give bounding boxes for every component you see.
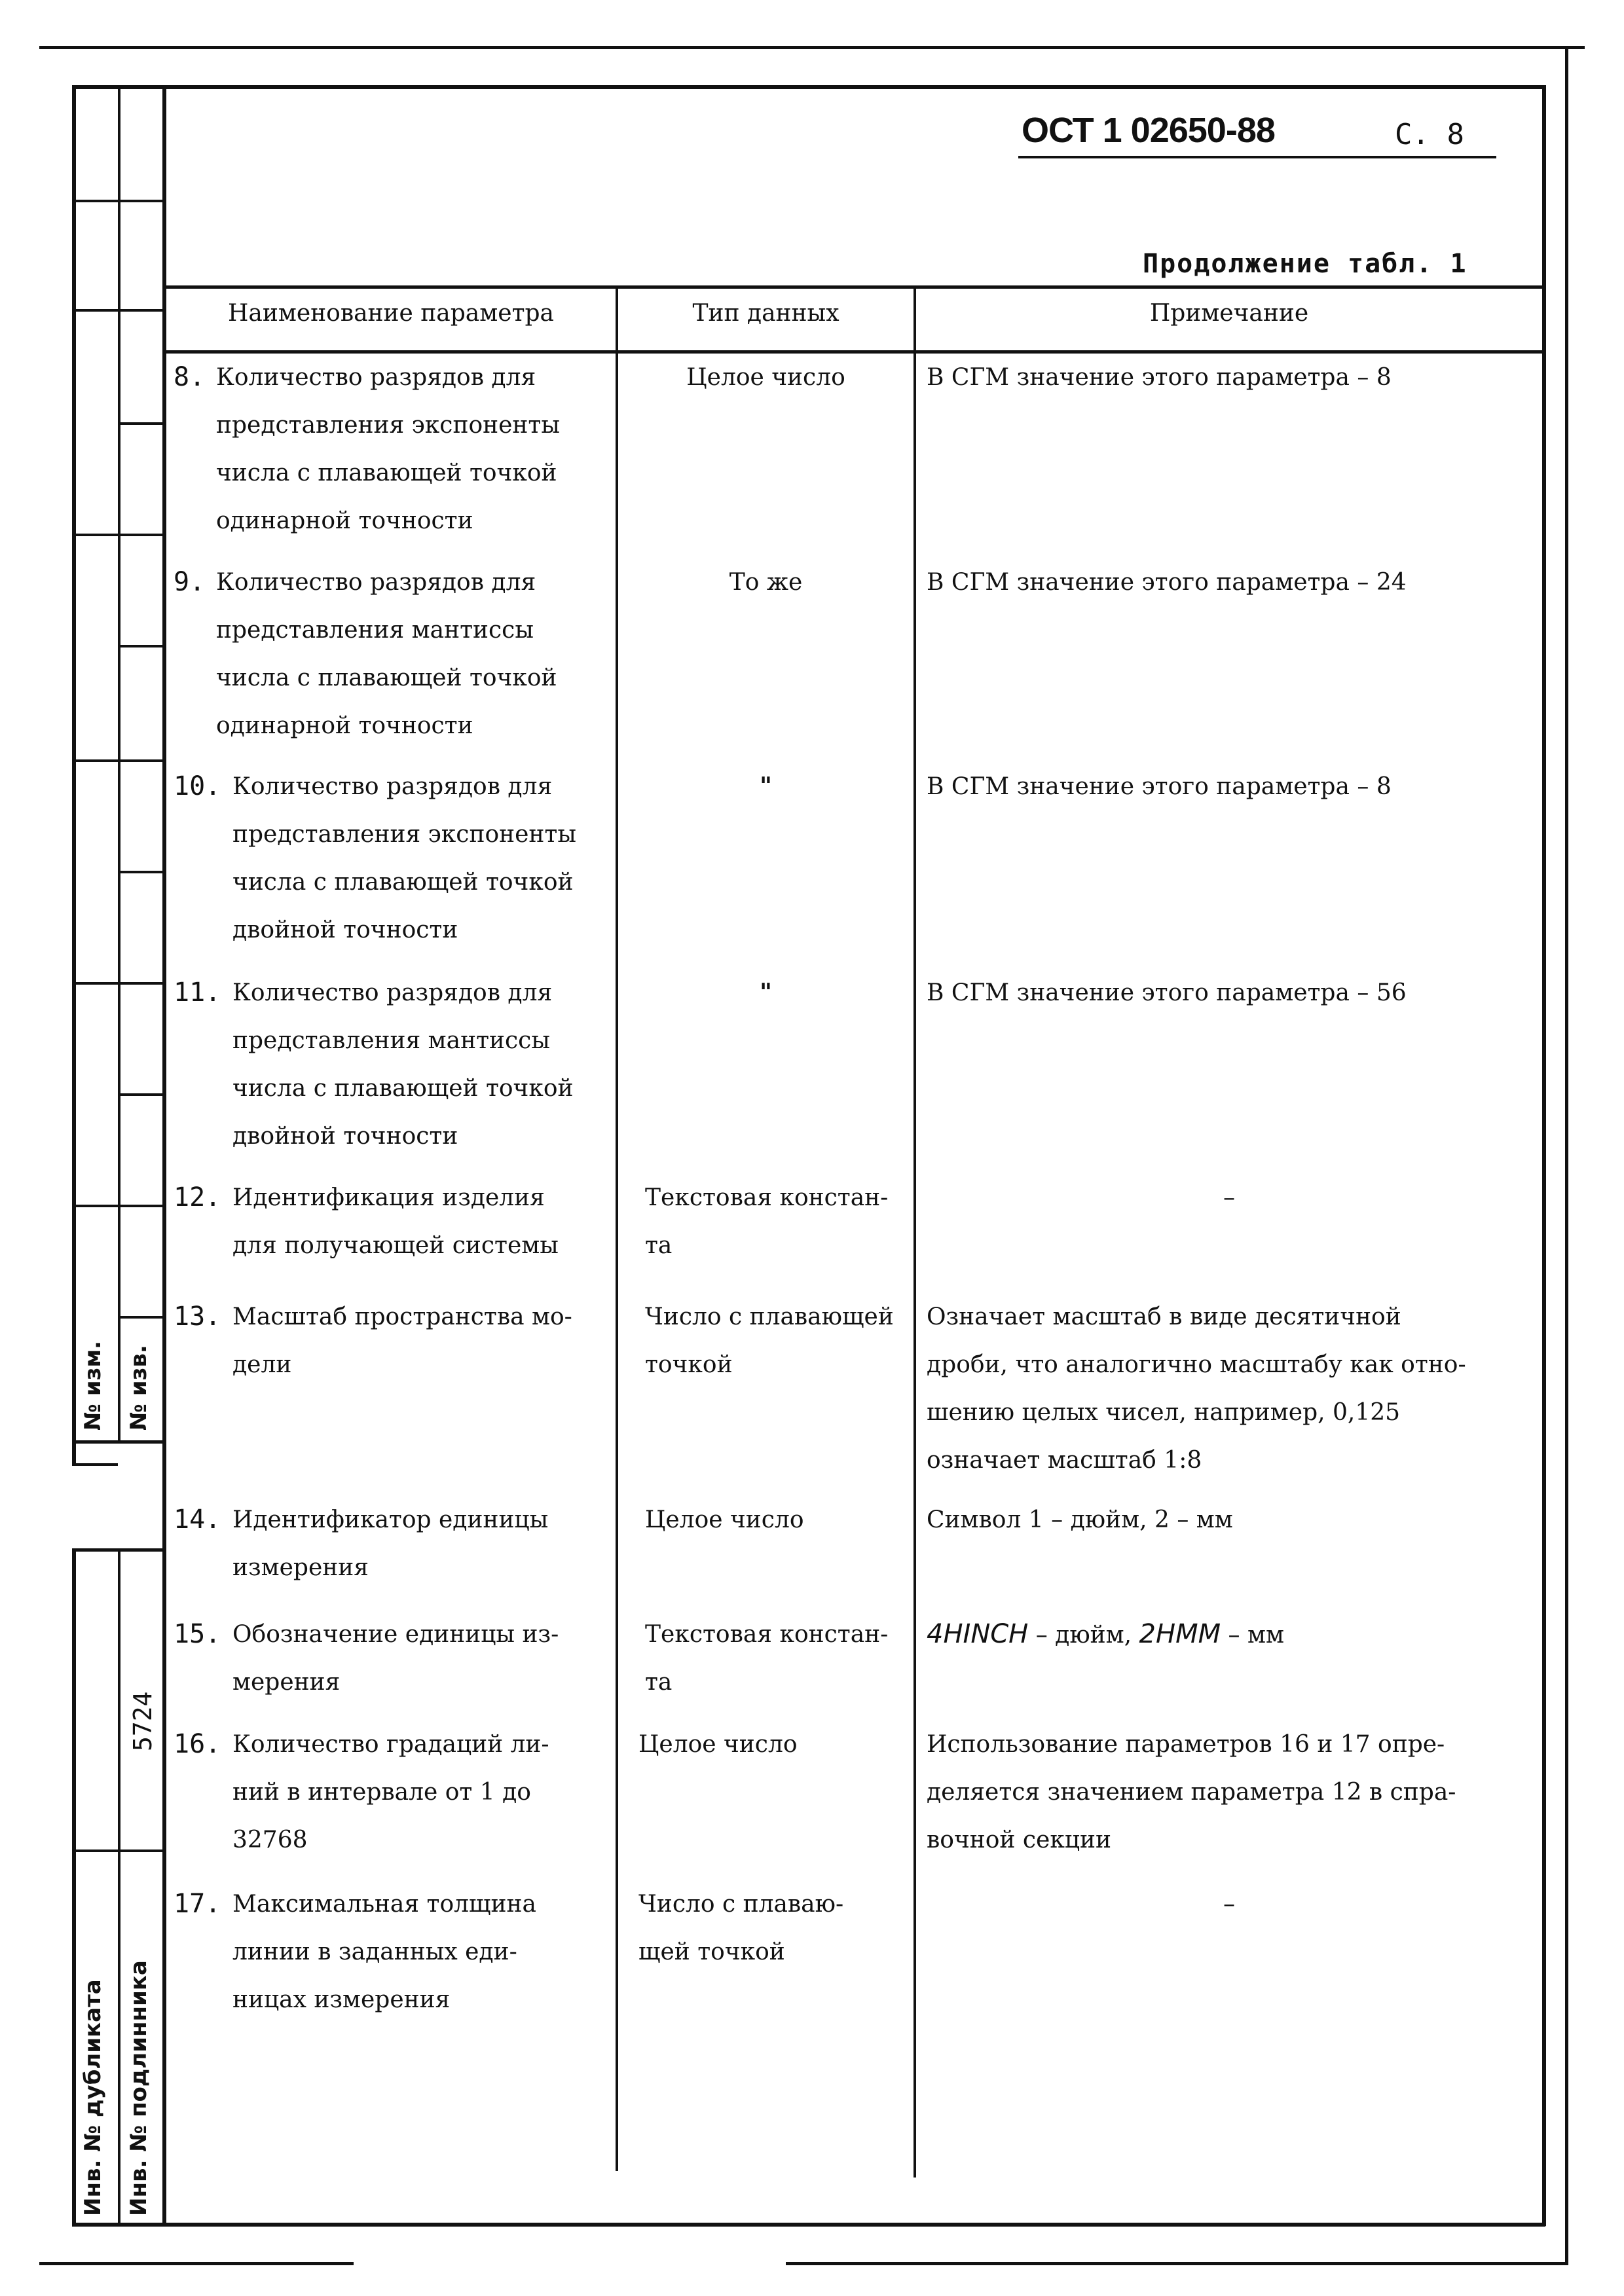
data-type: Целое число <box>638 1731 798 1758</box>
note: – <box>1223 1184 1235 1211</box>
note: В СГМ значение этого параметра – 56 <box>927 979 1407 1006</box>
note: Символ 1 – дюйм, 2 – мм <box>927 1506 1233 1533</box>
row-number: 11. <box>174 977 221 1008</box>
note-code-mm: 2HMM <box>1139 1619 1221 1649</box>
parameter-name: Идентификатор единицы измерения <box>232 1506 549 1581</box>
data-type: Текстовая констан- та <box>645 1621 889 1696</box>
column-header-note: Примечание <box>1149 300 1309 327</box>
note-text-inch: – дюйм, <box>1028 1622 1139 1649</box>
stamp-izm-label: № изм. <box>80 1340 106 1430</box>
data-type: " <box>760 979 772 1006</box>
parameter-name: Идентификация изделия для получающей системы <box>232 1184 559 1259</box>
parameter-name: Обозначение единицы из- мерения <box>232 1621 559 1696</box>
parameter-name: Масштаб пространства мо- дели <box>232 1303 572 1378</box>
row-number: 9. <box>174 567 206 597</box>
data-type: " <box>760 773 772 800</box>
row-number: 17. <box>174 1889 221 1919</box>
note: Означает масштаб в виде десятичной дроби, что аналогично масштабу как отно- шению целых чисел, например, 0,125 означает масштаб 1:8 <box>927 1303 1466 1474</box>
column-header-name: Наименование параметра <box>228 300 554 327</box>
row-number: 16. <box>174 1729 221 1759</box>
row-number: 12. <box>174 1182 221 1212</box>
note: – <box>1223 1891 1235 1918</box>
parameter-name: Максимальная толщина линии в заданных еди- ницах измерения <box>232 1891 536 2013</box>
data-type: То же <box>729 569 803 596</box>
data-type: Число с плавающей точкой <box>645 1303 894 1378</box>
note-code-inch: 4HINCH <box>927 1619 1029 1649</box>
row-number: 10. <box>174 771 221 801</box>
note: В СГМ значение этого параметра – 24 <box>927 569 1407 596</box>
parameter-name: Количество градаций ли- ний в интервале от 1 до 32768 <box>232 1731 549 1853</box>
row-number: 13. <box>174 1302 221 1332</box>
note <box>927 1611 1539 1659</box>
row-number: 14. <box>174 1504 221 1535</box>
note-text-mm: – мм <box>1221 1622 1284 1649</box>
stamp-izv-label: № изв. <box>126 1345 152 1430</box>
table-continuation-caption: Продолжение табл. 1 <box>1143 249 1467 279</box>
data-type: Число с плаваю- щей точкой <box>638 1891 844 1965</box>
document-code: ОСТ 1 02650-88 <box>1022 111 1275 150</box>
note: Использование параметров 16 и 17 опре- деляется значением параметра 12 в спра- вочной секции <box>927 1731 1456 1853</box>
parameter-name: Количество разрядов для представления мантиссы числа с плавающей точкой одинарной точности <box>216 569 557 739</box>
parameter-name: Количество разрядов для представления экспоненты числа с плавающей точкой двойной точности <box>232 773 576 943</box>
page-number: С. 8 <box>1395 118 1464 151</box>
parameter-name: Количество разрядов для представления мантиссы числа с плавающей точкой двойной точности <box>232 979 574 1150</box>
stamp-inv-dublikata-label: Инв. № дубликата <box>80 1979 106 2216</box>
stamp-inv-number: 5724 <box>128 1691 157 1751</box>
row-number: 15. <box>174 1619 221 1649</box>
parameter-name: Количество разрядов для представления экспоненты числа с плавающей точкой одинарной точности <box>216 364 560 534</box>
note: В СГМ значение этого параметра – 8 <box>927 773 1392 800</box>
data-type: Целое число <box>686 364 845 391</box>
row-number: 8. <box>174 362 206 392</box>
note: В СГМ значение этого параметра – 8 <box>927 364 1392 391</box>
stamp-inv-podlinnika-label: Инв. № подлинника <box>126 1960 152 2216</box>
column-header-type: Тип данных <box>692 300 840 327</box>
data-type: Целое число <box>645 1506 804 1533</box>
data-type: Текстовая констан- та <box>645 1184 889 1259</box>
